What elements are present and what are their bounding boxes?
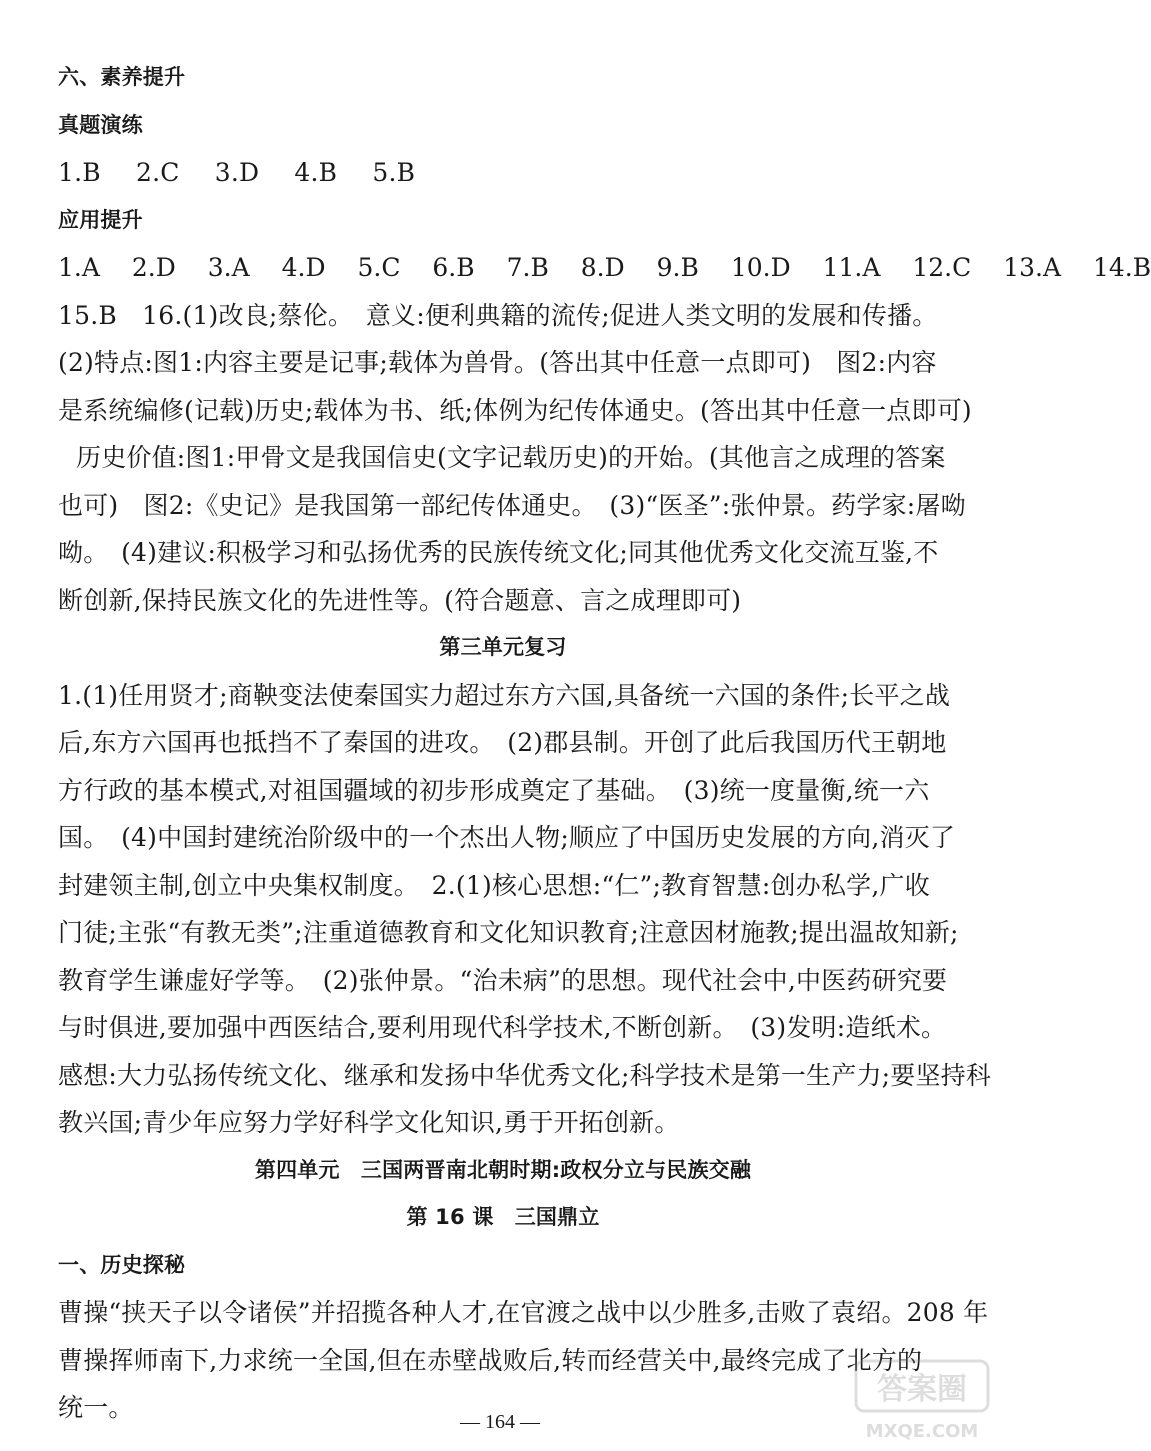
zhenti-title: 真题演练 [58,112,143,137]
unit3-text-line: 教育学生谦虚好学等。 (2)张仲景。“治未病”的思想。现代社会中,中医药研究要 [58,965,948,995]
unit3-review-title: 第三单元复习 [439,635,567,659]
answer-item: 13.A [1003,253,1062,282]
zhenti-answers [58,149,948,197]
unit3-text-line: 国。 (4)中国封建统治阶级中的一个杰出人物;顺应了中国历史发展的方向,消灭了 [58,823,956,852]
unit4-title: 第四单元 三国两晋南北朝时期:政权分立与民族交融 [254,1157,752,1182]
answer-text-line: 15.B 16.(1)改良;蔡伦。 意义:便利典籍的流传;促进人类文明的发展和传播。 [58,300,938,330]
lesson-text-line: 曹操“挟天子以令诸侯”并招揽各种人才,在官渡之战中以少胜多,击败了袁绍。208 年 [58,1298,989,1327]
answer-item: 7.B [506,253,549,282]
page-number: — 164 — [460,1411,540,1433]
unit3-text-line: 门徒;主张“有教无类”;注重道德教育和文化知识教育;注意因材施教;提出温故知新; [58,918,959,947]
answer-item: 2.D [131,253,176,282]
answer-item: 6.B [432,253,475,282]
unit3-text-line: 封建领主制,创立中央集权制度。 2.(1)核心思想:“仁”;教育智慧:创办私学,广收 [58,870,930,900]
svg-text:MXQE.COM: MXQE.COM [865,1421,979,1442]
unit3-text-line: 1.(1)任用贤才;商鞅变法使秦国实力超过东方六国,具备统一六国的条件;长平之战 [58,680,951,710]
answer-text-line: 断创新,保持民族文化的先进性等。(符合题意、言之成理即可) [58,585,742,615]
unit3-text-line: 后,东方六国再也抵挡不了秦国的进攻。 (2)郡县制。开创了此后我国历代王朝地 [58,728,947,757]
yingyong-title: 应用提升 [58,207,143,232]
unit3-text-line: 感想:大力弘扬传统文化、继承和发扬中华优秀文化;科学技术是第一生产力;要坚持科 [58,1060,992,1090]
answer-item: 4.B [294,158,338,187]
answer-item: 1.B [58,158,101,187]
lesson-text-line: 曹操挥师南下,力求统一全国,但在赤壁战败后,转而经营关中,最终完成了北方的 [58,1345,923,1375]
answer-text-line: 呦。 (4)建议:积极学习和弘扬优秀的民族传统文化;同其他优秀文化交流互鉴,不 [58,538,939,567]
yingyong-answers [58,244,1151,292]
unit3-text-line: 方行政的基本模式,对祖国疆域的初步形成奠定了基础。 (3)统一度量衡,统一六 [58,775,930,805]
answer-item: 4.D [281,253,326,282]
answer-text-line: 是系统编修(记载)历史;载体为书、纸;体例为纪传体通史。(答出其中任意一点即可) [58,395,972,425]
answer-item: 3.D [214,158,260,187]
lesson-text-line: 统一。 [58,1393,134,1422]
unit3-text-line: 教兴国;青少年应努力学好科学文化知识,勇于开拓创新。 [58,1108,680,1137]
answer-item: 5.C [357,253,401,282]
answer-item: 14.B [1092,253,1151,282]
history-explore-title: 一、历史探秘 [58,1252,186,1277]
answer-item: 5.B [372,158,416,187]
answer-item: 1.A [58,253,100,282]
watermark-logo [852,1357,992,1445]
answer-item: 9.B [656,253,699,282]
answer-item: 8.D [580,253,625,282]
answer-item: 2.C [135,158,180,187]
unit3-text-line: 与时俱进,要加强中西医结合,要利用现代科学技术,不断创新。 (3)发明:造纸术。 [58,1013,947,1042]
answer-text-line: 也可) 图2:《史记》是我国第一部纪传体通史。 (3)“医圣”:张仲景。药学家:屠呦 [58,490,966,520]
answer-item: 12.C [912,253,972,282]
answer-item: 11.A [822,253,881,282]
answer-item: 10.D [730,253,791,282]
section-six-title: 六、素养提升 [58,65,186,89]
answer-item: 3.A [207,253,250,282]
lesson-title: 第 16 课 三国鼎立 [406,1205,600,1229]
answer-text-line: 历史价值:图1:甲骨文是我国信史(文字记载历史)的开始。(其他言之成理的答案 [76,443,946,472]
svg-text:答案圈: 答案圈 [877,1372,967,1407]
answer-text-line: (2)特点:图1:内容主要是记事;载体为兽骨。(答出其中任意一点即可) 图2:内容 [58,348,937,377]
